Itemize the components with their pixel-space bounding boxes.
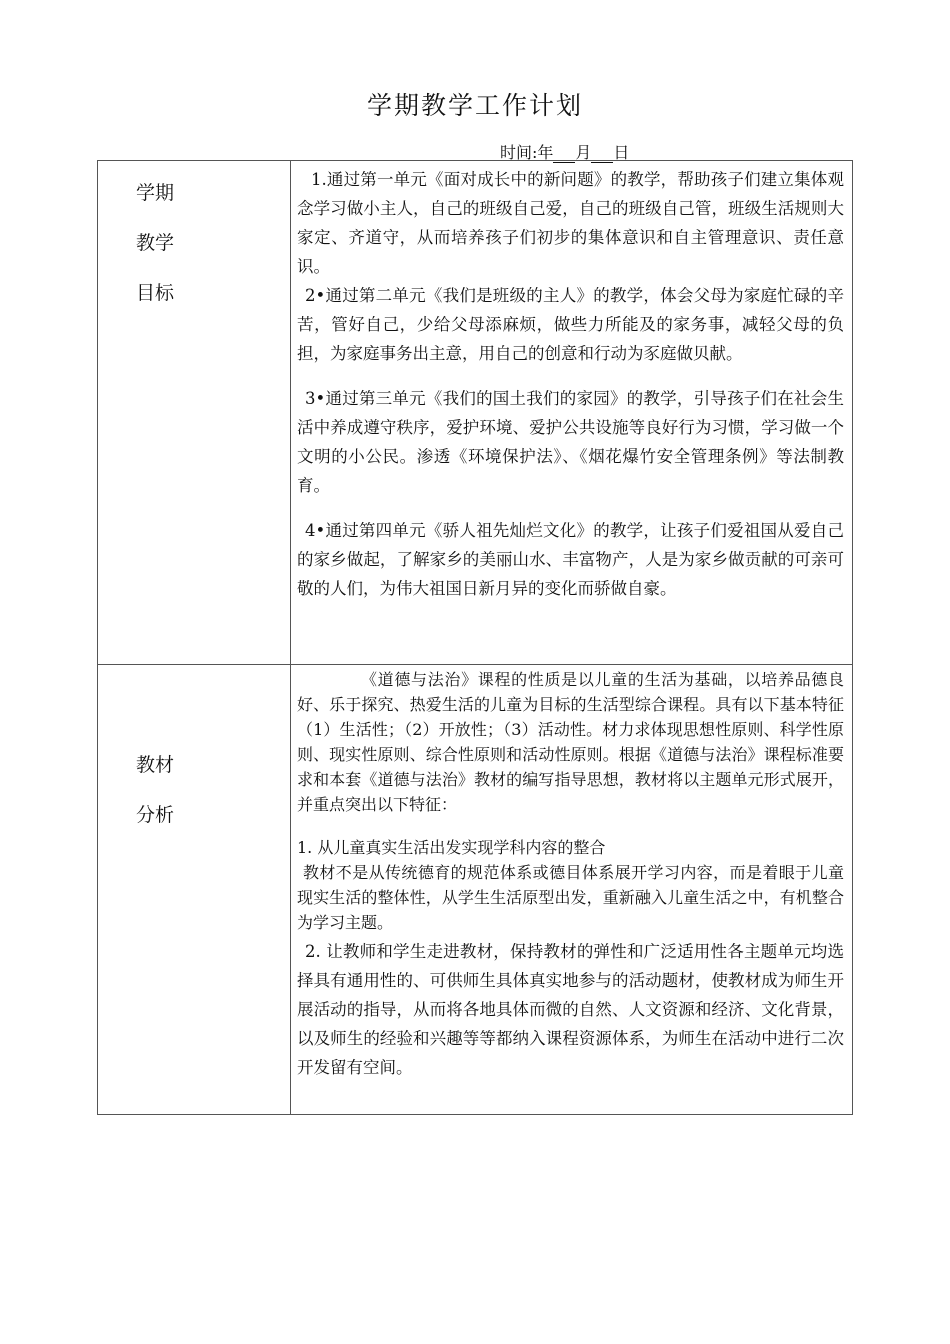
goal-paragraph-2: 2•通过第二单元《我们是班级的主人》的教学，体会父母为家庭忙碌的辛苦，管好自己，少给父母添麻烦，做些力所能及的家务事，减轻父母的负担，为家庭事务出主意，用自己的创意和行动为豕庭做贝献。 [297,286,844,363]
analysis-item1-title: 1. 从儿童真实生活出发实现学科内容的整合 [297,838,606,857]
goal-paragraph-3: 3•通过第三单元《我们的国土我们的家园》的教学，引导孩子们在社会生活中养成遵守秩序，爱护环境、爱护公共设施等良好行为习惯，学习做一个文明的小公民。渗透《环境保护法》、《烟花爆竹安全管理条例》等法制教育。 [297,389,844,495]
analysis-item2: 2. 让教师和学生走进教材，保持教材的弹性和广泛适用性各主题单元均选择具有通用性的、可供师生具体真实地参与的活动题材，使教材成为师生开展活动的指导，从而将各地具体而微的自然、人文资源和经济、文化背景，以及师生的经验和兴趣等等都纳入课程资源体系，为师生在活动中进行二次开发留有空间。 [297,942,844,1077]
goals-content [291,161,853,665]
analysis-content [291,665,853,1115]
analysis-intro: 《道德与法治》课程的性质是以儿童的生活为基础，以培养品德良好、乐于探究、热爱生活的儿童为目标的生活型综合课程。具有以下基本特征（1）生活性；（2）开放性；（3）活动性。材力求体现思想性原则、科学性原则、现实性原则、综合性原则和活动性原则。根据《道德与法治》课程标准要求和本套《道德与法治》教材的编写指导思想，教材将以主题单元形式展开，并重点突出以下特征： [297,670,844,814]
analysis-label-2: 分析 [136,804,175,826]
goals-row [98,161,853,665]
goal-paragraph-4: 4•通过第四单元《骄人祖先灿烂文化》的教学，让孩子们爱祖国从爱自己的家乡做起，了解家乡的美丽山水、丰富物产，人是为家乡做贡献的可亲可敬的人们，为伟大祖国日新月异的变化而骄做自豪。 [297,521,844,598]
analysis-row [98,665,853,1115]
analysis-label [98,665,291,1115]
goals-label-1: 学期 [136,182,175,204]
goal-paragraph-1: 1.通过第一单元《面对成长中的新问题》的教学，帮助孩子们建立集体观念学习做小主人，自己的班级自己爱，自己的班级自己管，班级生活规则大家定、齐道守，从而培养孩子们初步的集体意识和自主管理意识、责任意识。 [297,170,844,276]
goals-label [98,161,291,665]
date-prefix: 时间:年 [500,143,554,162]
analysis-item1-body: 教材不是从传统德育的规范体系或德目体系展开学习内容，而是着眼于儿童现实生活的整体性，从学生生活原型出发，重新融入儿童生活之中，有机整合为学习主题。 [297,863,844,932]
date-day: 日 [613,143,630,162]
page-title: 学期教学工作计划 [366,91,583,120]
date-month: 月 [575,143,592,162]
goals-label-3: 目标 [136,282,175,304]
analysis-label-1: 教材 [136,754,175,776]
plan-table [97,160,853,1115]
goals-label-2: 教学 [136,232,175,254]
